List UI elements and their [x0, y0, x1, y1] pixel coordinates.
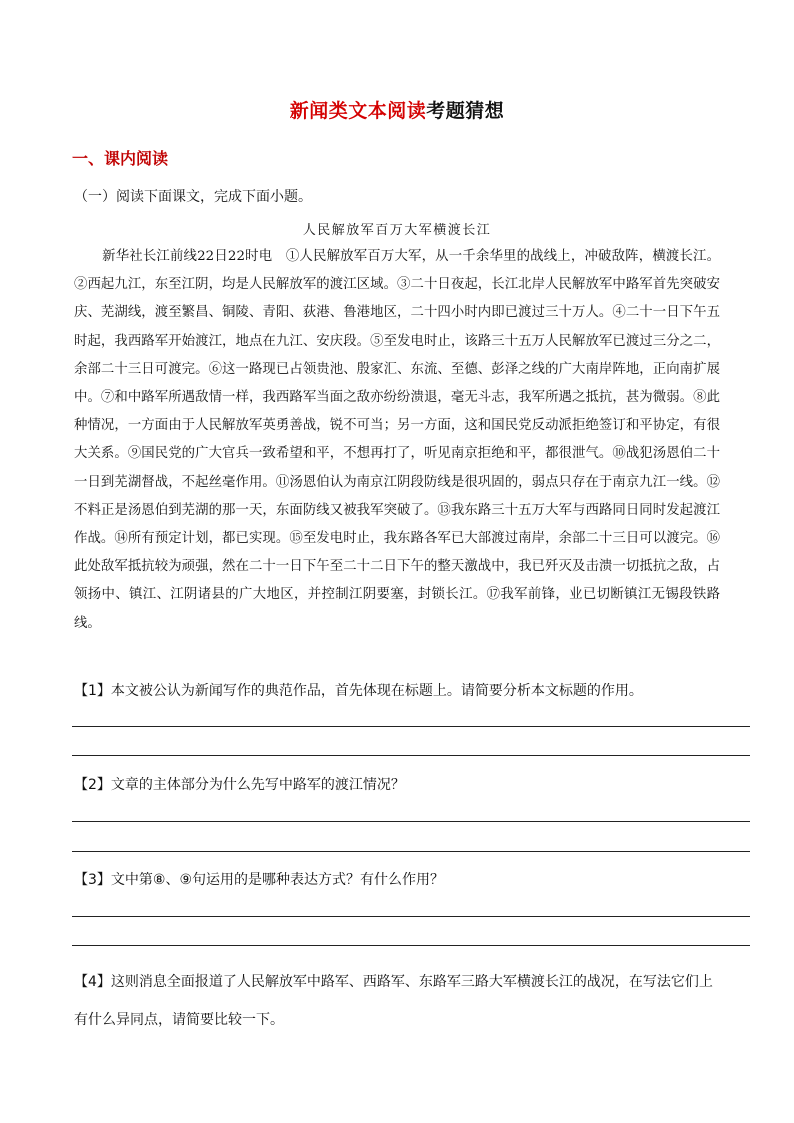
answer-line[interactable] [72, 945, 750, 946]
question-4: 【4】这则消息全面报道了人民解放军中路军、西路军、东路军三路大军横渡长江的战况，在写法它们上有什么异同点，请简要比较一下。 [74, 974, 713, 1028]
page-title-black-part: 考题猜想 [426, 100, 505, 122]
article-title: 人民解放军百万大军横渡长江 [302, 223, 492, 238]
page-title-red-part: 新闻类文本阅读 [289, 100, 427, 122]
answer-line[interactable] [72, 916, 750, 917]
question-1: 【1】本文被公认为新闻写作的典范作品，首先体现在标题上。请简要分析本文标题的作用。 [74, 683, 643, 699]
page-title [0, 96, 794, 123]
question-3: 【3】文中第⑧、⑨句运用的是哪种表达方式？有什么作用？ [74, 872, 445, 888]
question-2: 【2】文章的主体部分为什么先写中路军的渡江情况？ [74, 777, 405, 793]
section-heading: 一、课内阅读 [72, 149, 169, 168]
answer-line[interactable] [72, 821, 750, 822]
answer-line[interactable] [72, 755, 750, 756]
article-body: 新华社长江前线22日22时电 ①人民解放军百万大军，从一千余华里的战线上，冲破敌阵，横渡长江。②西起九江，东至江阴，均是人民解放军的渡江区域。③二十日夜起，长江北岸人民解放军中路军首先突破安庆、芜湖线，渡至繁昌、铜陵、青阳、荻港、鲁港地区，二十四小时内即已渡过三十万人。④二十一日下午五时起，我西路军开始渡江，地点在九江、安庆段。⑤至发电时止，该路三十五万人民解放军已渡过三分之二，余部二十三日可渡完。⑥这一路现已占领贵池、殷家汇、东流、至德、彭泽之线的广大南岸阵地，正向南扩展中。⑦和中路军所遇敌情一样，我西路军当面之敌亦纷纷溃退，毫无斗志，我军所遇之抵抗，甚为微弱。⑧此种情况，一方面由于人民解放军英勇善战，锐不可当；另一方面，这和国民党反动派拒绝签订和平协定，有很大关系。⑨国民党的广大官兵一致希望和平，不想再打了，听见南京拒绝和平，都很泄气。⑩战犯汤恩伯二十一日到芜湖督战，不起丝毫作用。⑪汤恩伯认为南京江阴段防线是很巩固的，弱点只存在于南京九江一线。⑫不料正是汤恩伯到芜湖的那一天，东面防线又被我军突破了。⑬我东路三十五万大军与西路同日同时发起渡江作战。⑭所有预定计划，都已实现。⑮至发电时止，我东路各军已大部渡过南岸，余部二十三日可以渡完。⑯此处敌军抵抗较为顽强，然在二十一日下午至二十二日下午的整天激战中，我已歼灭及击溃一切抵抗之敌，占领扬中、镇江、江阴诸县的广大地区，并控制江阴要塞，封锁长江。⑰我军前锋，业已切断镇江无锡段铁路线。 [74, 249, 720, 631]
reading-instruction: （一）阅读下面课文，完成下面小题。 [74, 189, 312, 205]
answer-line[interactable] [72, 851, 750, 852]
answer-line[interactable] [72, 726, 750, 727]
